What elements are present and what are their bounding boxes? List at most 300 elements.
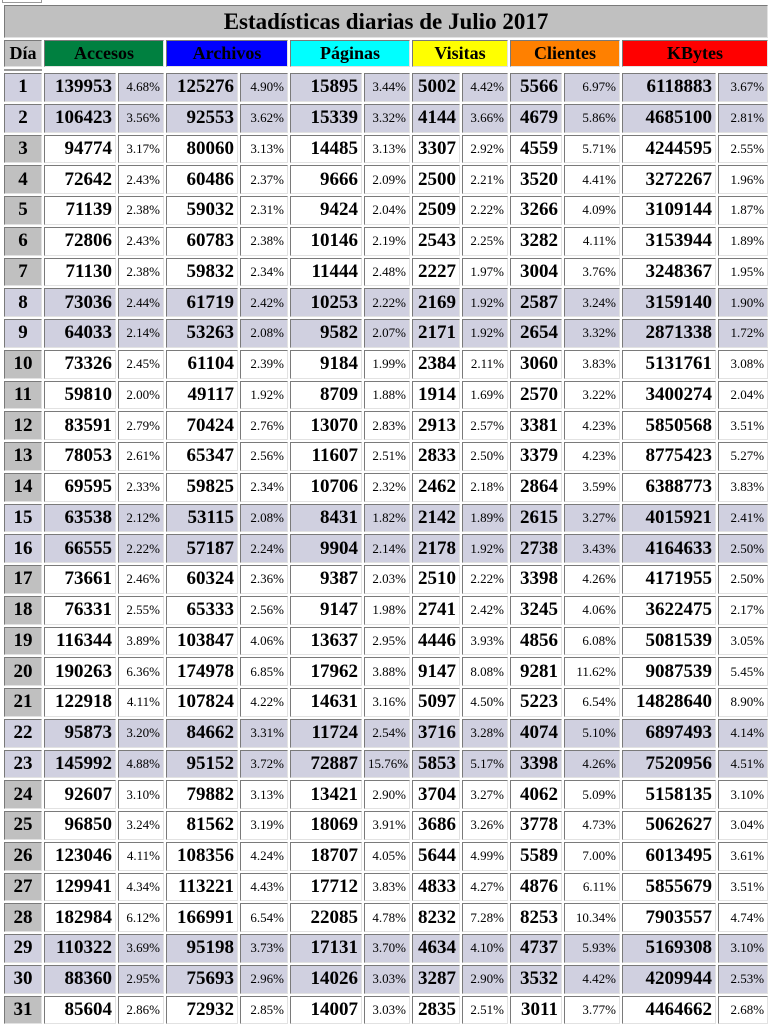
cell-clientes: 9281 — [510, 657, 562, 686]
cell-archivos: 125276 — [166, 73, 238, 102]
cell-kbytes-pct: 2.55% — [718, 135, 768, 164]
cell-paginas: 13421 — [290, 780, 362, 809]
table-row — [4, 473, 768, 502]
cell-clientes-pct: 5.71% — [564, 135, 620, 164]
cell-dia: 3 — [4, 135, 42, 164]
cell-archivos: 61719 — [166, 288, 238, 317]
cell-archivos: 60324 — [166, 565, 238, 594]
cell-accesos: 182984 — [44, 903, 116, 932]
cell-paginas-pct: 2.19% — [364, 227, 410, 256]
cell-archivos-pct: 6.85% — [240, 657, 288, 686]
cell-paginas-pct: 3.44% — [364, 73, 410, 102]
cell-dia: 10 — [4, 350, 42, 379]
cell-visitas-pct: 2.42% — [462, 596, 508, 625]
cell-accesos-pct: 3.56% — [118, 104, 164, 133]
cell-visitas: 9147 — [412, 657, 460, 686]
table-row — [4, 288, 768, 317]
cell-dia: 12 — [4, 411, 42, 440]
cell-archivos-pct: 2.96% — [240, 965, 288, 994]
cell-clientes-pct: 6.08% — [564, 627, 620, 656]
header-paginas: Páginas — [290, 40, 410, 67]
cell-visitas-pct: 4.42% — [462, 73, 508, 102]
table-row — [4, 258, 768, 287]
cell-accesos: 94774 — [44, 135, 116, 164]
cell-visitas-pct: 2.57% — [462, 411, 508, 440]
cell-visitas: 2543 — [412, 227, 460, 256]
cell-dia: 6 — [4, 227, 42, 256]
cell-paginas-pct: 2.95% — [364, 627, 410, 656]
cell-accesos-pct: 2.86% — [118, 996, 164, 1025]
cell-accesos-pct: 2.46% — [118, 565, 164, 594]
cell-clientes-pct: 4.42% — [564, 965, 620, 994]
cell-visitas-pct: 2.18% — [462, 473, 508, 502]
table-row — [4, 442, 768, 471]
table-row — [4, 965, 768, 994]
cell-accesos-pct: 2.43% — [118, 165, 164, 194]
cell-clientes: 4679 — [510, 104, 562, 133]
cell-kbytes-pct: 3.51% — [718, 411, 768, 440]
table-row — [4, 381, 768, 410]
cell-paginas: 17962 — [290, 657, 362, 686]
cell-dia: 17 — [4, 565, 42, 594]
header-accesos: Accesos — [44, 40, 164, 67]
cell-visitas-pct: 2.90% — [462, 965, 508, 994]
cell-clientes-pct: 3.59% — [564, 473, 620, 502]
cell-kbytes-pct: 1.96% — [718, 165, 768, 194]
cell-clientes: 3398 — [510, 565, 562, 594]
cell-archivos-pct: 3.13% — [240, 135, 288, 164]
header-archivos: Archivos — [166, 40, 288, 67]
cell-clientes-pct: 10.34% — [564, 903, 620, 932]
cell-clientes: 4876 — [510, 873, 562, 902]
cell-clientes-pct: 3.22% — [564, 381, 620, 410]
cell-clientes: 4559 — [510, 135, 562, 164]
cell-clientes-pct: 5.86% — [564, 104, 620, 133]
cell-kbytes-pct: 2.04% — [718, 381, 768, 410]
cell-clientes: 2570 — [510, 381, 562, 410]
cell-accesos-pct: 2.12% — [118, 504, 164, 533]
cell-accesos-pct: 4.34% — [118, 873, 164, 902]
cell-accesos-pct: 2.00% — [118, 381, 164, 410]
cell-archivos-pct: 4.24% — [240, 842, 288, 871]
cell-dia: 18 — [4, 596, 42, 625]
cell-visitas: 5002 — [412, 73, 460, 102]
cell-visitas-pct: 1.97% — [462, 258, 508, 287]
header-kbytes: KBytes — [622, 40, 768, 67]
cell-archivos: 92553 — [166, 104, 238, 133]
cell-kbytes-pct: 2.50% — [718, 565, 768, 594]
cell-kbytes-pct: 2.68% — [718, 996, 768, 1025]
cell-visitas: 2510 — [412, 565, 460, 594]
cell-archivos: 107824 — [166, 688, 238, 717]
cell-kbytes: 3159140 — [622, 288, 716, 317]
table-body — [4, 73, 768, 1024]
cell-paginas: 9184 — [290, 350, 362, 379]
table-row — [4, 903, 768, 932]
cell-clientes-pct: 5.09% — [564, 780, 620, 809]
cell-paginas-pct: 3.13% — [364, 135, 410, 164]
table-row — [4, 873, 768, 902]
table-row — [4, 719, 768, 748]
cell-archivos: 53115 — [166, 504, 238, 533]
cell-kbytes: 9087539 — [622, 657, 716, 686]
cell-visitas-pct: 1.92% — [462, 288, 508, 317]
cell-archivos: 75693 — [166, 965, 238, 994]
cell-accesos-pct: 2.33% — [118, 473, 164, 502]
cell-clientes: 8253 — [510, 903, 562, 932]
cell-archivos-pct: 4.06% — [240, 627, 288, 656]
cell-accesos: 76331 — [44, 596, 116, 625]
cell-kbytes: 5850568 — [622, 411, 716, 440]
cell-visitas: 2913 — [412, 411, 460, 440]
cell-visitas: 2500 — [412, 165, 460, 194]
cell-kbytes-pct: 2.81% — [718, 104, 768, 133]
cell-dia: 2 — [4, 104, 42, 133]
cell-clientes-pct: 4.09% — [564, 196, 620, 225]
header-dia: Día — [4, 40, 42, 67]
cell-accesos: 73326 — [44, 350, 116, 379]
cell-archivos: 61104 — [166, 350, 238, 379]
cell-kbytes-pct: 1.95% — [718, 258, 768, 287]
cell-dia: 28 — [4, 903, 42, 932]
cell-accesos: 123046 — [44, 842, 116, 871]
table-title: Estadísticas diarias de Julio 2017 — [4, 5, 768, 38]
table-row — [4, 565, 768, 594]
cell-kbytes: 4015921 — [622, 504, 716, 533]
cell-paginas-pct: 3.83% — [364, 873, 410, 902]
cell-kbytes: 4209944 — [622, 965, 716, 994]
cell-visitas-pct: 4.50% — [462, 688, 508, 717]
cell-visitas-pct: 4.10% — [462, 934, 508, 963]
cell-accesos-pct: 3.10% — [118, 780, 164, 809]
cell-kbytes: 6118883 — [622, 73, 716, 102]
cell-paginas-pct: 1.88% — [364, 381, 410, 410]
cell-visitas-pct: 3.66% — [462, 104, 508, 133]
cell-paginas: 10253 — [290, 288, 362, 317]
cell-archivos-pct: 2.34% — [240, 473, 288, 502]
cell-kbytes-pct: 3.10% — [718, 934, 768, 963]
cell-archivos: 53263 — [166, 319, 238, 348]
cell-clientes: 5223 — [510, 688, 562, 717]
cell-dia: 7 — [4, 258, 42, 287]
cell-archivos-pct: 2.08% — [240, 504, 288, 533]
cell-visitas-pct: 4.27% — [462, 873, 508, 902]
cell-paginas: 18069 — [290, 811, 362, 840]
cell-archivos: 65347 — [166, 442, 238, 471]
cell-archivos: 95198 — [166, 934, 238, 963]
cell-clientes-pct: 11.62% — [564, 657, 620, 686]
cell-visitas-pct: 4.99% — [462, 842, 508, 871]
cell-accesos-pct: 3.24% — [118, 811, 164, 840]
cell-accesos: 88360 — [44, 965, 116, 994]
table-row — [4, 504, 768, 533]
cell-dia: 24 — [4, 780, 42, 809]
cell-visitas-pct: 1.92% — [462, 534, 508, 563]
cell-paginas-pct: 3.32% — [364, 104, 410, 133]
cell-dia: 27 — [4, 873, 42, 902]
cell-paginas-pct: 1.99% — [364, 350, 410, 379]
cell-accesos: 78053 — [44, 442, 116, 471]
cell-clientes: 4737 — [510, 934, 562, 963]
cell-archivos: 108356 — [166, 842, 238, 871]
cell-clientes-pct: 4.41% — [564, 165, 620, 194]
cell-paginas-pct: 2.14% — [364, 534, 410, 563]
cell-paginas: 10146 — [290, 227, 362, 256]
cell-visitas: 2462 — [412, 473, 460, 502]
cell-visitas: 1914 — [412, 381, 460, 410]
cell-clientes: 3520 — [510, 165, 562, 194]
cell-kbytes-pct: 3.51% — [718, 873, 768, 902]
cell-visitas: 3716 — [412, 719, 460, 748]
cell-dia: 15 — [4, 504, 42, 533]
table-row — [4, 196, 768, 225]
cell-clientes: 3266 — [510, 196, 562, 225]
cell-archivos-pct: 2.39% — [240, 350, 288, 379]
cell-archivos: 59825 — [166, 473, 238, 502]
cell-paginas-pct: 3.70% — [364, 934, 410, 963]
cell-visitas: 3307 — [412, 135, 460, 164]
cell-kbytes: 6897493 — [622, 719, 716, 748]
header-visitas: Visitas — [412, 40, 508, 67]
cell-visitas: 2169 — [412, 288, 460, 317]
cell-dia: 16 — [4, 534, 42, 563]
cell-clientes: 3778 — [510, 811, 562, 840]
cell-accesos-pct: 2.44% — [118, 288, 164, 317]
cell-accesos-pct: 2.61% — [118, 442, 164, 471]
cell-paginas: 22085 — [290, 903, 362, 932]
cell-accesos-pct: 2.38% — [118, 258, 164, 287]
cell-archivos: 174978 — [166, 657, 238, 686]
cell-visitas-pct: 1.92% — [462, 319, 508, 348]
cell-paginas: 11444 — [290, 258, 362, 287]
cell-clientes: 3004 — [510, 258, 562, 287]
cell-paginas-pct: 2.54% — [364, 719, 410, 748]
cell-accesos-pct: 4.88% — [118, 750, 164, 779]
cell-clientes: 3379 — [510, 442, 562, 471]
cell-accesos-pct: 2.43% — [118, 227, 164, 256]
table-row — [4, 750, 768, 779]
cell-archivos: 65333 — [166, 596, 238, 625]
cell-accesos: 190263 — [44, 657, 116, 686]
cell-visitas: 2509 — [412, 196, 460, 225]
cell-archivos: 57187 — [166, 534, 238, 563]
cell-visitas: 5097 — [412, 688, 460, 717]
cell-paginas: 8709 — [290, 381, 362, 410]
cell-kbytes: 3622475 — [622, 596, 716, 625]
cell-kbytes-pct: 2.50% — [718, 534, 768, 563]
cell-archivos-pct: 4.90% — [240, 73, 288, 102]
cell-visitas-pct: 3.27% — [462, 780, 508, 809]
cell-kbytes: 6013495 — [622, 842, 716, 871]
cell-visitas: 2835 — [412, 996, 460, 1025]
cell-dia: 22 — [4, 719, 42, 748]
cell-archivos-pct: 3.31% — [240, 719, 288, 748]
cell-kbytes-pct: 1.72% — [718, 319, 768, 348]
cell-dia: 5 — [4, 196, 42, 225]
cell-accesos-pct: 2.14% — [118, 319, 164, 348]
cell-kbytes: 4464662 — [622, 996, 716, 1025]
cell-paginas: 15895 — [290, 73, 362, 102]
cell-accesos: 63538 — [44, 504, 116, 533]
cell-clientes-pct: 3.83% — [564, 350, 620, 379]
cell-paginas: 11607 — [290, 442, 362, 471]
cell-accesos-pct: 2.38% — [118, 196, 164, 225]
cell-archivos: 79882 — [166, 780, 238, 809]
cell-dia: 26 — [4, 842, 42, 871]
cell-accesos-pct: 2.79% — [118, 411, 164, 440]
cell-visitas: 2741 — [412, 596, 460, 625]
cell-paginas: 72887 — [290, 750, 362, 779]
cell-clientes-pct: 3.27% — [564, 504, 620, 533]
cell-clientes: 3381 — [510, 411, 562, 440]
cell-accesos-pct: 2.95% — [118, 965, 164, 994]
cell-accesos-pct: 2.55% — [118, 596, 164, 625]
cell-dia: 29 — [4, 934, 42, 963]
cell-kbytes-pct: 3.67% — [718, 73, 768, 102]
cell-clientes: 3532 — [510, 965, 562, 994]
cell-accesos: 96850 — [44, 811, 116, 840]
cell-visitas: 3686 — [412, 811, 460, 840]
cell-paginas-pct: 2.48% — [364, 258, 410, 287]
cell-clientes-pct: 6.54% — [564, 688, 620, 717]
cell-dia: 21 — [4, 688, 42, 717]
cell-kbytes-pct: 5.27% — [718, 442, 768, 471]
table-row — [4, 657, 768, 686]
cell-clientes-pct: 4.23% — [564, 411, 620, 440]
cell-accesos: 139953 — [44, 73, 116, 102]
cell-kbytes-pct: 1.89% — [718, 227, 768, 256]
cell-paginas: 17712 — [290, 873, 362, 902]
cell-kbytes-pct: 3.61% — [718, 842, 768, 871]
cell-visitas: 3704 — [412, 780, 460, 809]
cell-dia: 23 — [4, 750, 42, 779]
cell-accesos: 69595 — [44, 473, 116, 502]
cell-kbytes: 5855679 — [622, 873, 716, 902]
cell-clientes: 2615 — [510, 504, 562, 533]
cell-kbytes-pct: 4.51% — [718, 750, 768, 779]
cell-clientes: 2864 — [510, 473, 562, 502]
cell-accesos-pct: 3.20% — [118, 719, 164, 748]
cell-kbytes: 5131761 — [622, 350, 716, 379]
cell-accesos: 72642 — [44, 165, 116, 194]
cell-clientes-pct: 4.26% — [564, 750, 620, 779]
cell-archivos-pct: 3.73% — [240, 934, 288, 963]
cell-clientes: 3398 — [510, 750, 562, 779]
cell-kbytes-pct: 2.41% — [718, 504, 768, 533]
cell-dia: 31 — [4, 996, 42, 1025]
cell-visitas-pct: 2.51% — [462, 996, 508, 1025]
cell-paginas-pct: 3.03% — [364, 965, 410, 994]
table-row — [4, 227, 768, 256]
cell-kbytes: 5081539 — [622, 627, 716, 656]
cell-archivos-pct: 3.62% — [240, 104, 288, 133]
cell-paginas-pct: 1.82% — [364, 504, 410, 533]
cell-accesos: 129941 — [44, 873, 116, 902]
cell-kbytes-pct: 8.90% — [718, 688, 768, 717]
cell-paginas-pct: 3.88% — [364, 657, 410, 686]
cell-paginas-pct: 2.90% — [364, 780, 410, 809]
cell-archivos: 49117 — [166, 381, 238, 410]
cell-paginas: 14007 — [290, 996, 362, 1025]
cell-clientes: 3245 — [510, 596, 562, 625]
cell-visitas-pct: 3.28% — [462, 719, 508, 748]
cell-accesos: 71139 — [44, 196, 116, 225]
cell-archivos: 84662 — [166, 719, 238, 748]
cell-visitas: 2227 — [412, 258, 460, 287]
table-row — [4, 319, 768, 348]
cell-clientes-pct: 6.97% — [564, 73, 620, 102]
cell-paginas: 15339 — [290, 104, 362, 133]
daily-stats-table — [2, 3, 768, 1026]
table-row — [4, 104, 768, 133]
cell-accesos-pct: 4.11% — [118, 688, 164, 717]
cell-paginas-pct: 4.78% — [364, 903, 410, 932]
cell-clientes-pct: 3.76% — [564, 258, 620, 287]
cell-paginas: 9904 — [290, 534, 362, 563]
cell-archivos: 59832 — [166, 258, 238, 287]
cell-kbytes: 4171955 — [622, 565, 716, 594]
cell-dia: 19 — [4, 627, 42, 656]
cell-dia: 8 — [4, 288, 42, 317]
cell-visitas-pct: 1.69% — [462, 381, 508, 410]
cell-paginas: 10706 — [290, 473, 362, 502]
cell-kbytes: 3153944 — [622, 227, 716, 256]
cell-archivos: 95152 — [166, 750, 238, 779]
cell-paginas: 9424 — [290, 196, 362, 225]
cell-clientes: 4074 — [510, 719, 562, 748]
cell-accesos-pct: 2.45% — [118, 350, 164, 379]
cell-visitas: 2833 — [412, 442, 460, 471]
cell-visitas: 2142 — [412, 504, 460, 533]
cell-archivos-pct: 2.34% — [240, 258, 288, 287]
cell-paginas-pct: 2.04% — [364, 196, 410, 225]
cell-accesos: 145992 — [44, 750, 116, 779]
cell-kbytes-pct: 1.90% — [718, 288, 768, 317]
cell-kbytes: 3400274 — [622, 381, 716, 410]
cell-dia: 4 — [4, 165, 42, 194]
cell-dia: 25 — [4, 811, 42, 840]
cell-archivos-pct: 2.38% — [240, 227, 288, 256]
cell-dia: 13 — [4, 442, 42, 471]
table-row — [4, 811, 768, 840]
cell-kbytes: 8775423 — [622, 442, 716, 471]
cell-kbytes-pct: 2.17% — [718, 596, 768, 625]
cell-paginas: 13637 — [290, 627, 362, 656]
cell-clientes-pct: 3.43% — [564, 534, 620, 563]
cell-visitas-pct: 2.21% — [462, 165, 508, 194]
cell-visitas-pct: 5.17% — [462, 750, 508, 779]
cell-visitas-pct: 8.08% — [462, 657, 508, 686]
cell-archivos-pct: 3.72% — [240, 750, 288, 779]
cell-kbytes: 3109144 — [622, 196, 716, 225]
cell-accesos: 72806 — [44, 227, 116, 256]
cell-visitas: 4833 — [412, 873, 460, 902]
cell-accesos: 83591 — [44, 411, 116, 440]
cell-visitas: 4634 — [412, 934, 460, 963]
cell-accesos: 85604 — [44, 996, 116, 1025]
cell-visitas: 2178 — [412, 534, 460, 563]
cell-archivos-pct: 4.22% — [240, 688, 288, 717]
cell-visitas-pct: 2.50% — [462, 442, 508, 471]
cell-archivos-pct: 2.37% — [240, 165, 288, 194]
table-row — [4, 627, 768, 656]
cell-visitas: 5853 — [412, 750, 460, 779]
cell-archivos: 166991 — [166, 903, 238, 932]
cell-kbytes: 2871338 — [622, 319, 716, 348]
cell-accesos-pct: 4.68% — [118, 73, 164, 102]
cell-archivos-pct: 2.76% — [240, 411, 288, 440]
cell-kbytes: 3272267 — [622, 165, 716, 194]
